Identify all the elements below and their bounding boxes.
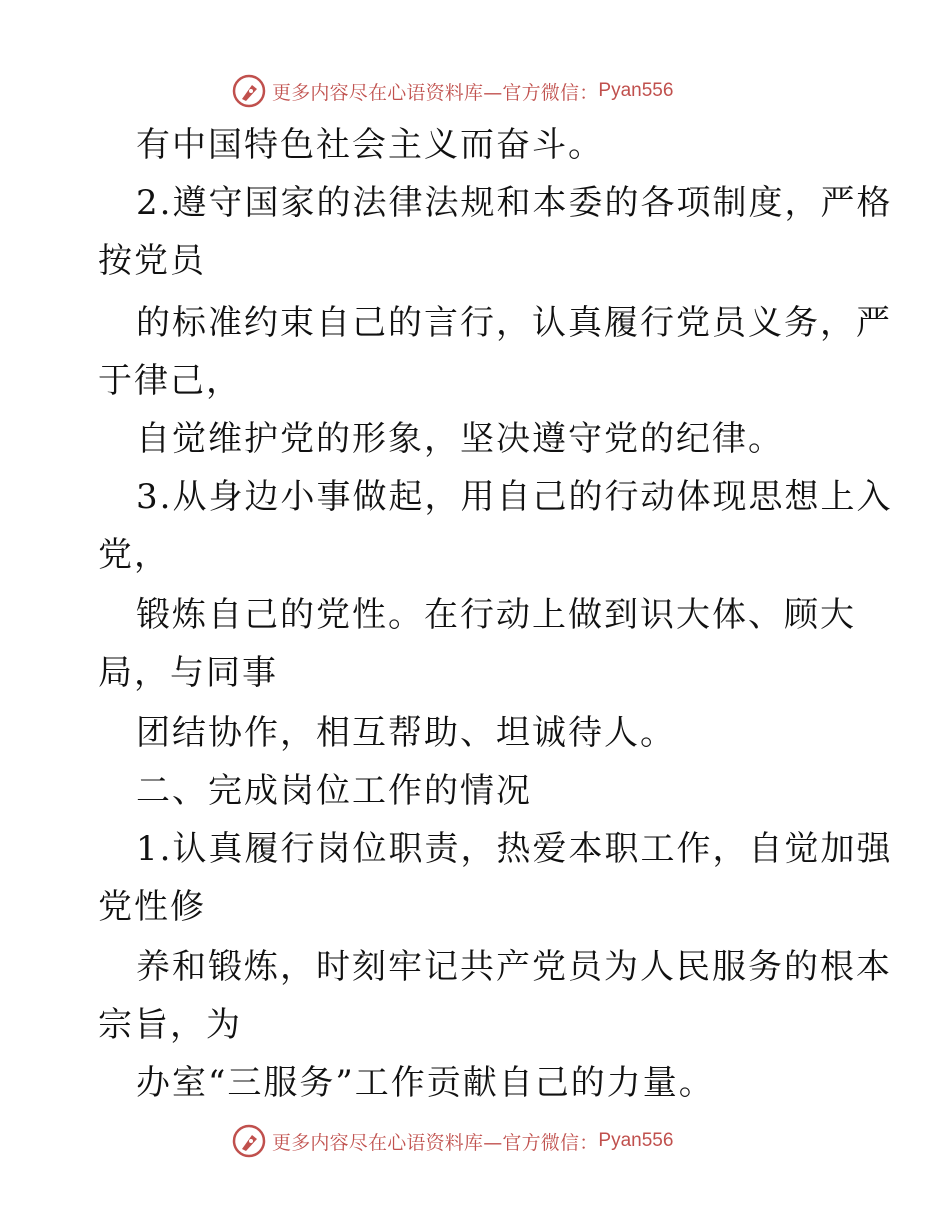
pen-nib-icon (232, 1124, 266, 1158)
text-line: 于律己， (98, 361, 242, 401)
watermark-text: 更多内容尽在心语资料库—官方微信： (272, 1131, 599, 1154)
text-line: 2.遵守国家的法律法规和本委的各项制度，严格 (136, 183, 893, 223)
text-line: 3.从身边小事做起，用自己的行动体现思想上入 (136, 477, 893, 517)
text-line: 党性修 (98, 887, 206, 927)
watermark-account: Pyan556 (598, 80, 674, 101)
text-line: 二、完成岗位工作的情况 (136, 771, 532, 811)
text-line: 团结协作，相互帮助、坦诚待人。 (136, 713, 676, 753)
text-line: 养和锻炼，时刻牢记共产党员为人民服务的根本 (136, 947, 892, 987)
text-line: 宗旨，为 (98, 1005, 242, 1045)
text-line: 局，与同事 (98, 653, 278, 693)
text-line: 办室“三服务”工作贡献自己的力量。 (136, 1063, 715, 1103)
footer-watermark (232, 1124, 712, 1158)
watermark-account: Pyan556 (598, 1130, 674, 1151)
watermark-text: 更多内容尽在心语资料库—官方微信： (272, 81, 599, 104)
text-line: 1.认真履行岗位职责，热爱本职工作，自觉加强 (136, 829, 893, 869)
text-line: 的标准约束自己的言行，认真履行党员义务，严 (136, 303, 892, 343)
pen-nib-icon (232, 74, 266, 108)
text-line: 有中国特色社会主义而奋斗。 (136, 125, 604, 165)
header-watermark (232, 74, 712, 108)
text-line: 锻炼自己的党性。在行动上做到识大体、顾大 (136, 595, 856, 635)
text-line: 党， (98, 535, 170, 575)
text-line: 按党员 (98, 241, 206, 281)
text-line: 自觉维护党的形象，坚决遵守党的纪律。 (136, 419, 784, 459)
